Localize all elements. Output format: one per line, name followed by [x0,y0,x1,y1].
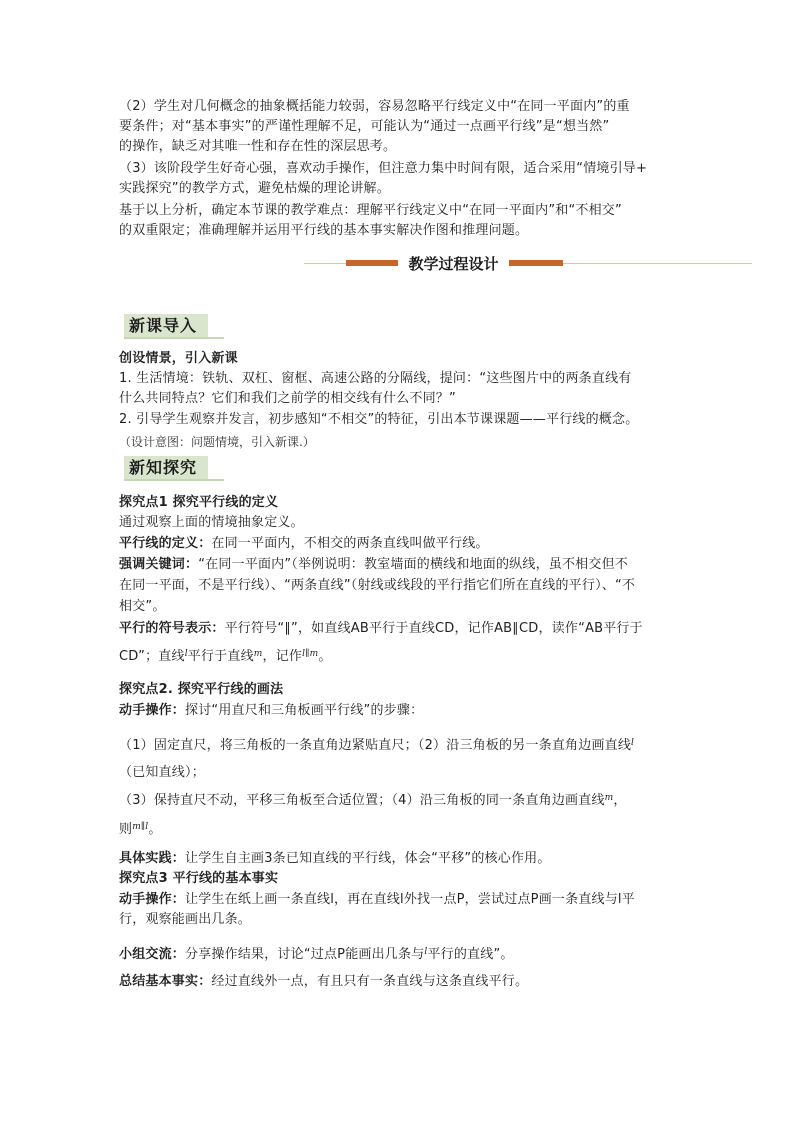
paragraph-line: 基于以上分析，确定本节课的教学难点：理解平行线定义中“在同一平面内”和“不相交” [119,203,622,218]
definition-line: 平行线的定义：在同一平面内，不相交的两条直线叫做平行线。 [119,536,489,551]
paragraph-line: 的双重限定；准确理解并运用平行线的基本事实解决作图和推理问题。 [119,223,529,238]
step-line: （3）保持直尺不动，平移三角板至合适位置；（4）沿三角板的同一条直角边画直线$^m$， [119,793,627,808]
subheading: 创设情景，引入新课 [119,351,238,366]
design-note: （设计意图：问题情境，引入新课.） [119,435,315,449]
symbol-line-2: CD”；直线$^l$平行于直线$^m$，记作$^{l\parallel m}$。 [119,649,332,664]
paragraph-line: 2. 引导学生观察并发言，初步感知“不相交”的特征，引出本节课课题——平行线的概念。 [119,412,639,427]
paragraph-line: （3）该阶段学生好奇心强，喜欢动手操作，但注意力集中时间有限，适合采用“情境引导+ [119,161,648,176]
explore-title-2: 探究点2. 探究平行线的画法 [119,682,284,697]
section-divider [304,254,752,272]
step-line: （已知直线）； [119,765,205,780]
paragraph-line: 相交”。 [119,599,166,614]
paragraph-line: 在同一平面，不是平行线）、“两条直线”（射线或线段的平行指它们所在直线的平行）、“不 [119,578,636,593]
divider-accent-left [346,260,398,266]
paragraph-line: 的操作，缺乏对其唯一性和存在性的深层思考。 [119,139,397,154]
paragraph-line: 要条件；对“基本事实”的严谨性理解不足，可能认为“通过一点画平行线”是“想当然” [119,119,610,134]
group-discussion-line: 小组交流：分享操作结果，讨论“过点P能画出几条与$^l$平行的直线”。 [119,947,514,962]
paragraph-line: 1. 生活情境：铁轨、双杠、窗框、高速公路的分隔线，提问：“这些图片中的两条直线有 [119,371,632,386]
paragraph-line: 通过观察上面的情境抽象定义。 [119,515,304,530]
explore-title-1: 探究点1 探究平行线的定义 [119,495,279,510]
math-m: m [253,649,263,659]
paragraph-line: 什么共同特点？它们和我们之前学的相交线有什么不同？” [119,391,456,406]
paragraph-line: （2）学生对几何概念的抽象概括能力较弱，容易忽略平行线定义中“在同一平面内”的重 [119,99,630,114]
step-line: （1）固定直尺，将三角板的一条直角边紧贴直尺；（2）沿三角板的另一条直角边画直线$^l$ [119,738,635,753]
section-heading-label: 新课导入 [129,316,198,335]
section-heading-intro [118,314,197,340]
divider-accent-right [509,260,563,266]
summary-line: 总结基本事实：经过直线外一点，有且只有一条直线与这条直线平行。 [119,974,529,989]
section-heading-explore [118,456,197,482]
paragraph-line: 行，观察能画出几条。 [119,912,252,927]
divider-title: 教学过程设计 [398,253,509,274]
symbol-line: 平行的符号表示：平行符号“∥”，如直线AB平行于直线CD，记作AB∥CD，读作“AB平行于 [119,621,643,636]
operation-line: 动手操作：探讨“用直尺和三角板画平行线”的步骤： [119,703,424,718]
explore-title-3: 探究点3 平行线的基本事实 [119,871,279,886]
math-l-parallel-m: l∥m [302,649,319,659]
math-l: l [184,649,188,659]
practice-line: 具体实践：让学生自主画3条已知直线的平行线，体会“平移”的核心作用。 [119,851,551,866]
math-l: l [424,947,428,957]
paragraph-line: 实践探究”的教学方式，避免枯燥的理论讲解。 [119,181,390,196]
section-heading-label: 新知探究 [129,458,198,477]
step-line: 则$^{m\parallel l}$。 [119,822,162,837]
math-l: l [631,738,635,748]
emphasis-line: 强调关键词：“在同一平面内”（举例说明：教室墙面的横线和地面的纵线，虽不相交但不 [119,557,628,572]
math-m-parallel-l: m∥l [132,822,149,832]
operation-line: 动手操作：让学生在纸上画一条直线l，再在直线l外找一点P，尝试过点P画一条直线与l平 [119,892,635,907]
math-m: m [604,793,614,803]
